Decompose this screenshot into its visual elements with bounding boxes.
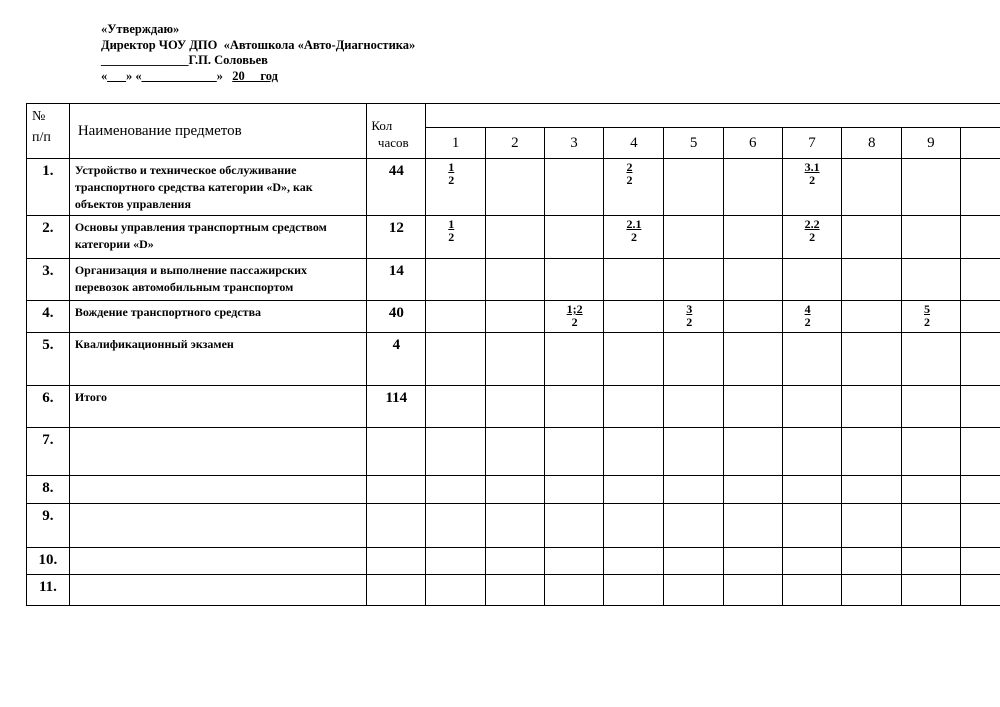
schedule-cell-day-7 [782, 548, 842, 575]
schedule-cell-day-8 [842, 575, 902, 606]
schedule-cell-day-5 [664, 476, 724, 504]
schedule-cell-day-2 [486, 548, 545, 575]
schedule-cell-day-4 [604, 259, 664, 301]
lesson-hours: 2 [630, 230, 637, 244]
table-row [27, 476, 1000, 504]
subject-name: Итого [69, 386, 367, 428]
schedule-cell-day-6 [724, 301, 783, 333]
header-subject-label: Наименование предметов [77, 122, 242, 139]
schedule-cell-day-6 [724, 548, 783, 575]
schedule-cell-day-8 [842, 301, 902, 333]
subject-hours [367, 428, 426, 476]
date-day-blank: ___ [107, 68, 126, 83]
schedule-cell-day-1 [426, 575, 486, 606]
row-number: 2. [27, 216, 70, 259]
schedule-cell-day-4 [604, 504, 664, 548]
row-number: 4. [27, 301, 70, 333]
schedule-cell-day-1 [426, 476, 486, 504]
schedule-cell-day-3 [544, 333, 604, 386]
table-row [27, 575, 1000, 606]
date-month-blank: ____________ [141, 68, 217, 83]
lesson-topic: 1 [448, 160, 455, 174]
schedule-cell-day-2 [486, 386, 545, 428]
schedule-cell-day-3 [544, 259, 604, 301]
lesson-fraction [686, 303, 692, 329]
schedule-cell-day-2 [486, 476, 545, 504]
subject-hours [367, 548, 426, 575]
schedule-cell-day-1 [426, 216, 486, 259]
subject-name [69, 428, 367, 476]
schedule-cell-day-9 [901, 476, 960, 504]
schedule-cell-day-6 [724, 504, 783, 548]
subject-hours [367, 476, 426, 504]
table-header-row-top [27, 104, 1000, 128]
schedule-cell-day-5 [664, 333, 724, 386]
schedule-cell-day-6 [724, 428, 783, 476]
schedule-cell-day-4 [604, 476, 664, 504]
subject-name [69, 575, 367, 606]
schedule-cell-day-4 [604, 575, 664, 606]
row-number: 9. [27, 504, 70, 548]
subject-name [69, 504, 367, 548]
row-number: 11. [27, 575, 70, 606]
schedule-cell-day-10 [960, 575, 1000, 606]
schedule-cell-day-10 [960, 333, 1000, 386]
schedule-cell-day-1 [426, 259, 486, 301]
row-number: 8. [27, 476, 70, 504]
lesson-fraction [805, 303, 811, 329]
schedule-cell-day-8 [842, 504, 902, 548]
lesson-topic: 3 [686, 302, 693, 316]
subject-hours: 44 [367, 159, 426, 216]
lesson-fraction [626, 161, 632, 187]
schedule-cell-day-7 [782, 159, 842, 216]
schedule-cell-day-2 [486, 301, 545, 333]
lesson-hours: 2 [804, 315, 811, 329]
schedule-cell-day-6 [724, 159, 783, 216]
approval-date-line [101, 69, 415, 85]
schedule-cell-day-5 [664, 386, 724, 428]
day-column-10 [960, 128, 1000, 159]
schedule-cell-day-8 [842, 386, 902, 428]
schedule-cell-day-7 [782, 333, 842, 386]
schedule-cell-day-8 [842, 428, 902, 476]
schedule-cell-day-2 [486, 216, 545, 259]
day-column-5: 5 [664, 128, 724, 159]
schedule-cell-day-3 [544, 216, 604, 259]
subject-name: Организация и выполнение пассажирских перевозок автомобильным транспортом [69, 259, 367, 301]
subject-name [69, 548, 367, 575]
schedule-cell-day-10 [960, 476, 1000, 504]
schedule-cell-day-9 [901, 333, 960, 386]
row-number: 3. [27, 259, 70, 301]
schedule-cell-day-3 [544, 548, 604, 575]
day-column-1: 1 [426, 128, 486, 159]
schedule-cell-day-7 [782, 259, 842, 301]
schedule-cell-day-9 [901, 301, 960, 333]
schedule-cell-day-1 [426, 333, 486, 386]
schedule-cell-day-8 [842, 548, 902, 575]
schedule-cell-day-7 [782, 428, 842, 476]
schedule-cell-day-9 [901, 259, 960, 301]
schedule-cell-day-5 [664, 259, 724, 301]
subject-name: Устройство и техническое обслуживание транспортного средства категории «D», как объектов управления [69, 159, 367, 216]
day-column-2: 2 [486, 128, 545, 159]
schedule-cell-day-7 [782, 575, 842, 606]
subject-hours [367, 504, 426, 548]
date-year: 20 год [232, 68, 278, 83]
schedule-cell-day-6 [724, 476, 783, 504]
lesson-fraction [567, 303, 583, 329]
schedule-cell-day-4 [604, 428, 664, 476]
schedule-cell-day-10 [960, 216, 1000, 259]
day-column-4: 4 [604, 128, 664, 159]
table-row [27, 386, 1000, 428]
date-quote-mid: » « [126, 68, 142, 83]
signatory-name: Г.П. Соловьев [188, 53, 268, 67]
subject-name: Основы управления транспортным средством категории «D» [69, 216, 367, 259]
schedule-cell-day-5 [664, 428, 724, 476]
schedule-cell-day-9 [901, 216, 960, 259]
schedule-cell-day-9 [901, 548, 960, 575]
schedule-cell-day-2 [486, 504, 545, 548]
schedule-cell-day-2 [486, 428, 545, 476]
lesson-hours: 2 [809, 173, 816, 187]
schedule-cell-day-9 [901, 159, 960, 216]
table-row [27, 259, 1000, 301]
header-subject [69, 104, 367, 159]
header-num-label: № п/п [32, 109, 51, 145]
table-row [27, 333, 1000, 386]
approval-block [101, 22, 415, 84]
schedule-cell-day-5 [664, 504, 724, 548]
schedule-cell-day-8 [842, 159, 902, 216]
lesson-fraction [448, 218, 454, 244]
schedule-cell-day-3 [544, 301, 604, 333]
schedule-cell-day-10 [960, 386, 1000, 428]
subject-hours: 40 [367, 301, 426, 333]
schedule-cell-day-8 [842, 333, 902, 386]
subject-name: Квалификационный экзамен [69, 333, 367, 386]
schedule-cell-day-3 [544, 575, 604, 606]
date-quote-open: « [101, 68, 108, 83]
lesson-topic: 4 [804, 302, 811, 316]
schedule-cell-day-1 [426, 386, 486, 428]
schedule-cell-day-8 [842, 476, 902, 504]
lesson-topic: 2.2 [804, 217, 820, 231]
schedule-cell-day-1 [426, 301, 486, 333]
schedule-cell-day-9 [901, 575, 960, 606]
day-column-6: 6 [724, 128, 783, 159]
table-row [27, 504, 1000, 548]
schedule-cell-day-9 [901, 504, 960, 548]
lesson-hours: 2 [686, 315, 693, 329]
lesson-fraction [626, 218, 641, 244]
schedule-cell-day-4 [604, 548, 664, 575]
schedule-cell-day-2 [486, 259, 545, 301]
lesson-hours: 2 [626, 173, 633, 187]
schedule-cell-day-8 [842, 216, 902, 259]
subject-name [69, 476, 367, 504]
schedule-cell-day-3 [544, 159, 604, 216]
schedule-cell-day-10 [960, 159, 1000, 216]
schedule-cell-day-5 [664, 159, 724, 216]
schedule-cell-day-6 [724, 386, 783, 428]
schedule-cell-day-7 [782, 301, 842, 333]
row-number: 6. [27, 386, 70, 428]
approval-signature-line [101, 53, 415, 69]
day-column-3: 3 [544, 128, 604, 159]
table-row [27, 216, 1000, 259]
lesson-hours: 2 [809, 230, 816, 244]
schedule-cell-day-2 [486, 333, 545, 386]
row-number: 5. [27, 333, 70, 386]
schedule-cell-day-1 [426, 548, 486, 575]
schedule-cell-day-3 [544, 476, 604, 504]
row-number: 7. [27, 428, 70, 476]
day-column-9: 9 [901, 128, 960, 159]
day-column-7: 7 [782, 128, 842, 159]
schedule-cell-day-5 [664, 216, 724, 259]
lesson-fraction [924, 303, 930, 329]
schedule-cell-day-3 [544, 504, 604, 548]
header-hours-label: Кол часов [371, 118, 409, 150]
schedule-cell-day-6 [724, 575, 783, 606]
lesson-topic: 5 [923, 302, 930, 316]
table-row [27, 301, 1000, 333]
schedule-cell-day-6 [724, 216, 783, 259]
schedule-cell-day-4 [604, 386, 664, 428]
schedule-cell-day-6 [724, 333, 783, 386]
table-row [27, 428, 1000, 476]
approval-title: «Утверждаю» [101, 22, 180, 36]
lesson-topic: 2 [626, 160, 633, 174]
date-quote-close: » [216, 68, 233, 83]
lesson-hours: 2 [923, 315, 930, 329]
header-num [27, 104, 70, 159]
subject-name: Вождение транспортного средства [69, 301, 367, 333]
lesson-topic: 2.1 [626, 217, 642, 231]
lesson-hours: 2 [448, 173, 455, 187]
row-number: 10. [27, 548, 70, 575]
schedule-cell-day-10 [960, 301, 1000, 333]
schedule-cell-day-1 [426, 159, 486, 216]
schedule-cell-day-7 [782, 504, 842, 548]
signature-blank: ______________ [101, 53, 189, 67]
schedule-cell-day-10 [960, 428, 1000, 476]
schedule-cell-day-7 [782, 476, 842, 504]
lesson-topic: 3.1 [804, 160, 820, 174]
schedule-cell-day-3 [544, 386, 604, 428]
schedule-table [26, 103, 1000, 606]
schedule-cell-day-9 [901, 386, 960, 428]
schedule-cell-day-10 [960, 259, 1000, 301]
header-hours [367, 104, 426, 159]
day-column-8: 8 [842, 128, 902, 159]
schedule-cell-day-10 [960, 504, 1000, 548]
schedule-cell-day-1 [426, 504, 486, 548]
subject-hours: 4 [367, 333, 426, 386]
schedule-cell-day-7 [782, 386, 842, 428]
schedule-cell-day-4 [604, 333, 664, 386]
lesson-topic: 1;2 [566, 302, 583, 316]
subject-hours: 114 [367, 386, 426, 428]
schedule-cell-day-5 [664, 301, 724, 333]
schedule-cell-day-6 [724, 259, 783, 301]
schedule-cell-day-1 [426, 428, 486, 476]
schedule-cell-day-8 [842, 259, 902, 301]
schedule-cell-day-7 [782, 216, 842, 259]
lesson-fraction [805, 161, 820, 187]
lesson-hours: 2 [448, 230, 455, 244]
schedule-cell-day-10 [960, 548, 1000, 575]
subject-hours [367, 575, 426, 606]
lesson-fraction [448, 161, 454, 187]
row-number: 1. [27, 159, 70, 216]
schedule-cell-day-2 [486, 159, 545, 216]
header-days-span [426, 104, 1000, 128]
schedule-cell-day-5 [664, 548, 724, 575]
schedule-cell-day-4 [604, 301, 664, 333]
approval-director: Директор ЧОУ ДПО «Автошкола «Авто-Диагностика» [101, 37, 416, 52]
subject-hours: 12 [367, 216, 426, 259]
schedule-cell-day-5 [664, 575, 724, 606]
table-row [27, 548, 1000, 575]
subject-hours: 14 [367, 259, 426, 301]
lesson-fraction [805, 218, 820, 244]
schedule-cell-day-3 [544, 428, 604, 476]
schedule-cell-day-4 [604, 159, 664, 216]
lesson-topic: 1 [448, 217, 455, 231]
schedule-cell-day-2 [486, 575, 545, 606]
schedule-cell-day-4 [604, 216, 664, 259]
lesson-hours: 2 [571, 315, 578, 329]
schedule-cell-day-9 [901, 428, 960, 476]
table-row [27, 159, 1000, 216]
